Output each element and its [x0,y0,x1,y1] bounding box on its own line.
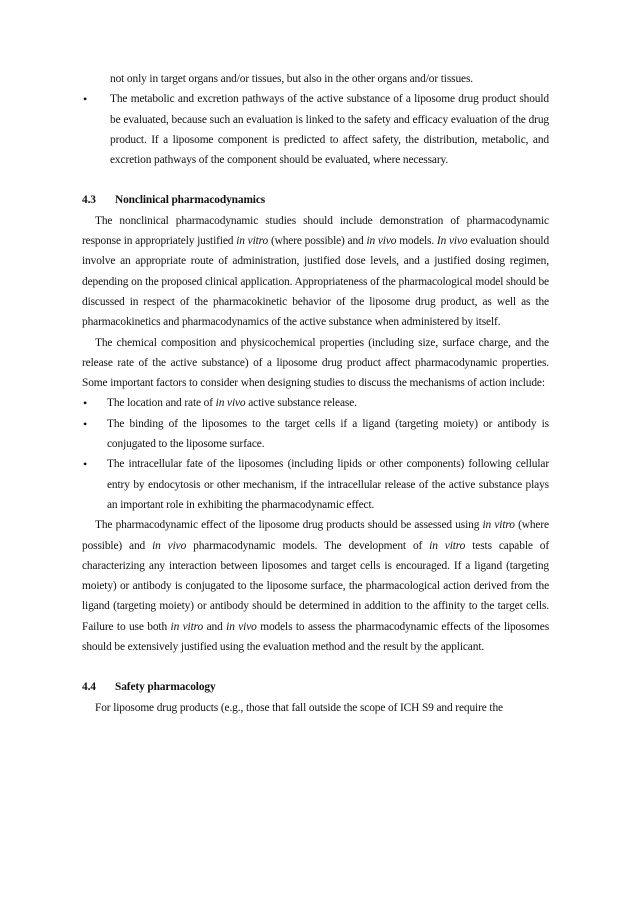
bullet-intracellular-fate: • The intracellular fate of the liposomes (including lipids or other components) following cellular entry by endocytosis or other mechanism, if the intracellular release of the active substance plays an important role in exhibiting the pharmacodynamic effect. [82,454,549,515]
page-content [82,69,549,718]
section-4-3-heading [82,190,549,210]
intro-continuation: not only in target organs and/or tissues, but also in the other organs and/or tissues. [110,73,473,85]
section-4-3-paragraph-3: The pharmacodynamic effect of the liposome drug products should be assessed using in vitro (where possible) and in vivo pharmacodynamic models. The development of in vitro tests capable of characterizing any interaction between liposomes and target cells is encouraged. If a ligand (targeting moiety) or antibody is conjugated to the liposome surface, the pharmacological action derived from the ligand (targeting moiety) or antibody should be determined in addition to the affinity to the target cells. Failure to use both in vitro and in vivo models to assess the pharmacodynamic effects of the liposomes should be extensively justified using the evaluation method and the result by the applicant. [82,519,550,654]
bullet-metabolic-pathways: • The metabolic and excretion pathways of the active substance of a liposome drug product should be evaluated, because such an evaluation is linked to the safety and efficacy evaluation of the drug product. If a liposome component is predicted to affect safety, the distribution, metabolic, and excretion pathways of the component should be evaluated, where necessary. [82,89,549,170]
section-number: 4.4 [82,681,96,694]
section-4-3-paragraph-2: The chemical composition and physicochemical properties (including size, surface charge, and the release rate of the active substance) of a liposome drug product affect pharmacodynamic properties. Some important factors to consider when designing studies to discuss the mechanisms of action include: [82,336,549,390]
bullet-release-location: • The location and rate of in vivo active substance release. [82,393,549,413]
intro-bullet-list [82,89,549,170]
mechanism-factors-list [82,393,549,515]
section-number: 4.3 [82,194,96,207]
section-4-4-heading [82,677,549,697]
section-4-3-paragraph-1: The nonclinical pharmacodynamic studies should include demonstration of pharmacodynamic response in appropriately justified in vitro (where possible) and in vivo models. In vivo evaluation should involve an appropriate route of administration, justified dose levels, and a justified dosing regimen, depending on the proposed clinical application. Appropriateness of the pharmacological model should be discussed in respect of the pharmacokinetic behavior of the liposome drug product, as well as the pharmacokinetics and pharmacodynamics of the active substance when administered by itself. [82,214,550,329]
section-4-4-paragraph-1: For liposome drug products (e.g., those that fall outside the scope of ICH S9 and require the [95,701,503,714]
section-title: Nonclinical pharmacodynamics [115,194,266,207]
section-title: Safety pharmacology [115,681,216,694]
bullet-target-binding: • The binding of the liposomes to the target cells if a ligand (targeting moiety) or antibody is conjugated to the liposome surface. [82,414,549,455]
